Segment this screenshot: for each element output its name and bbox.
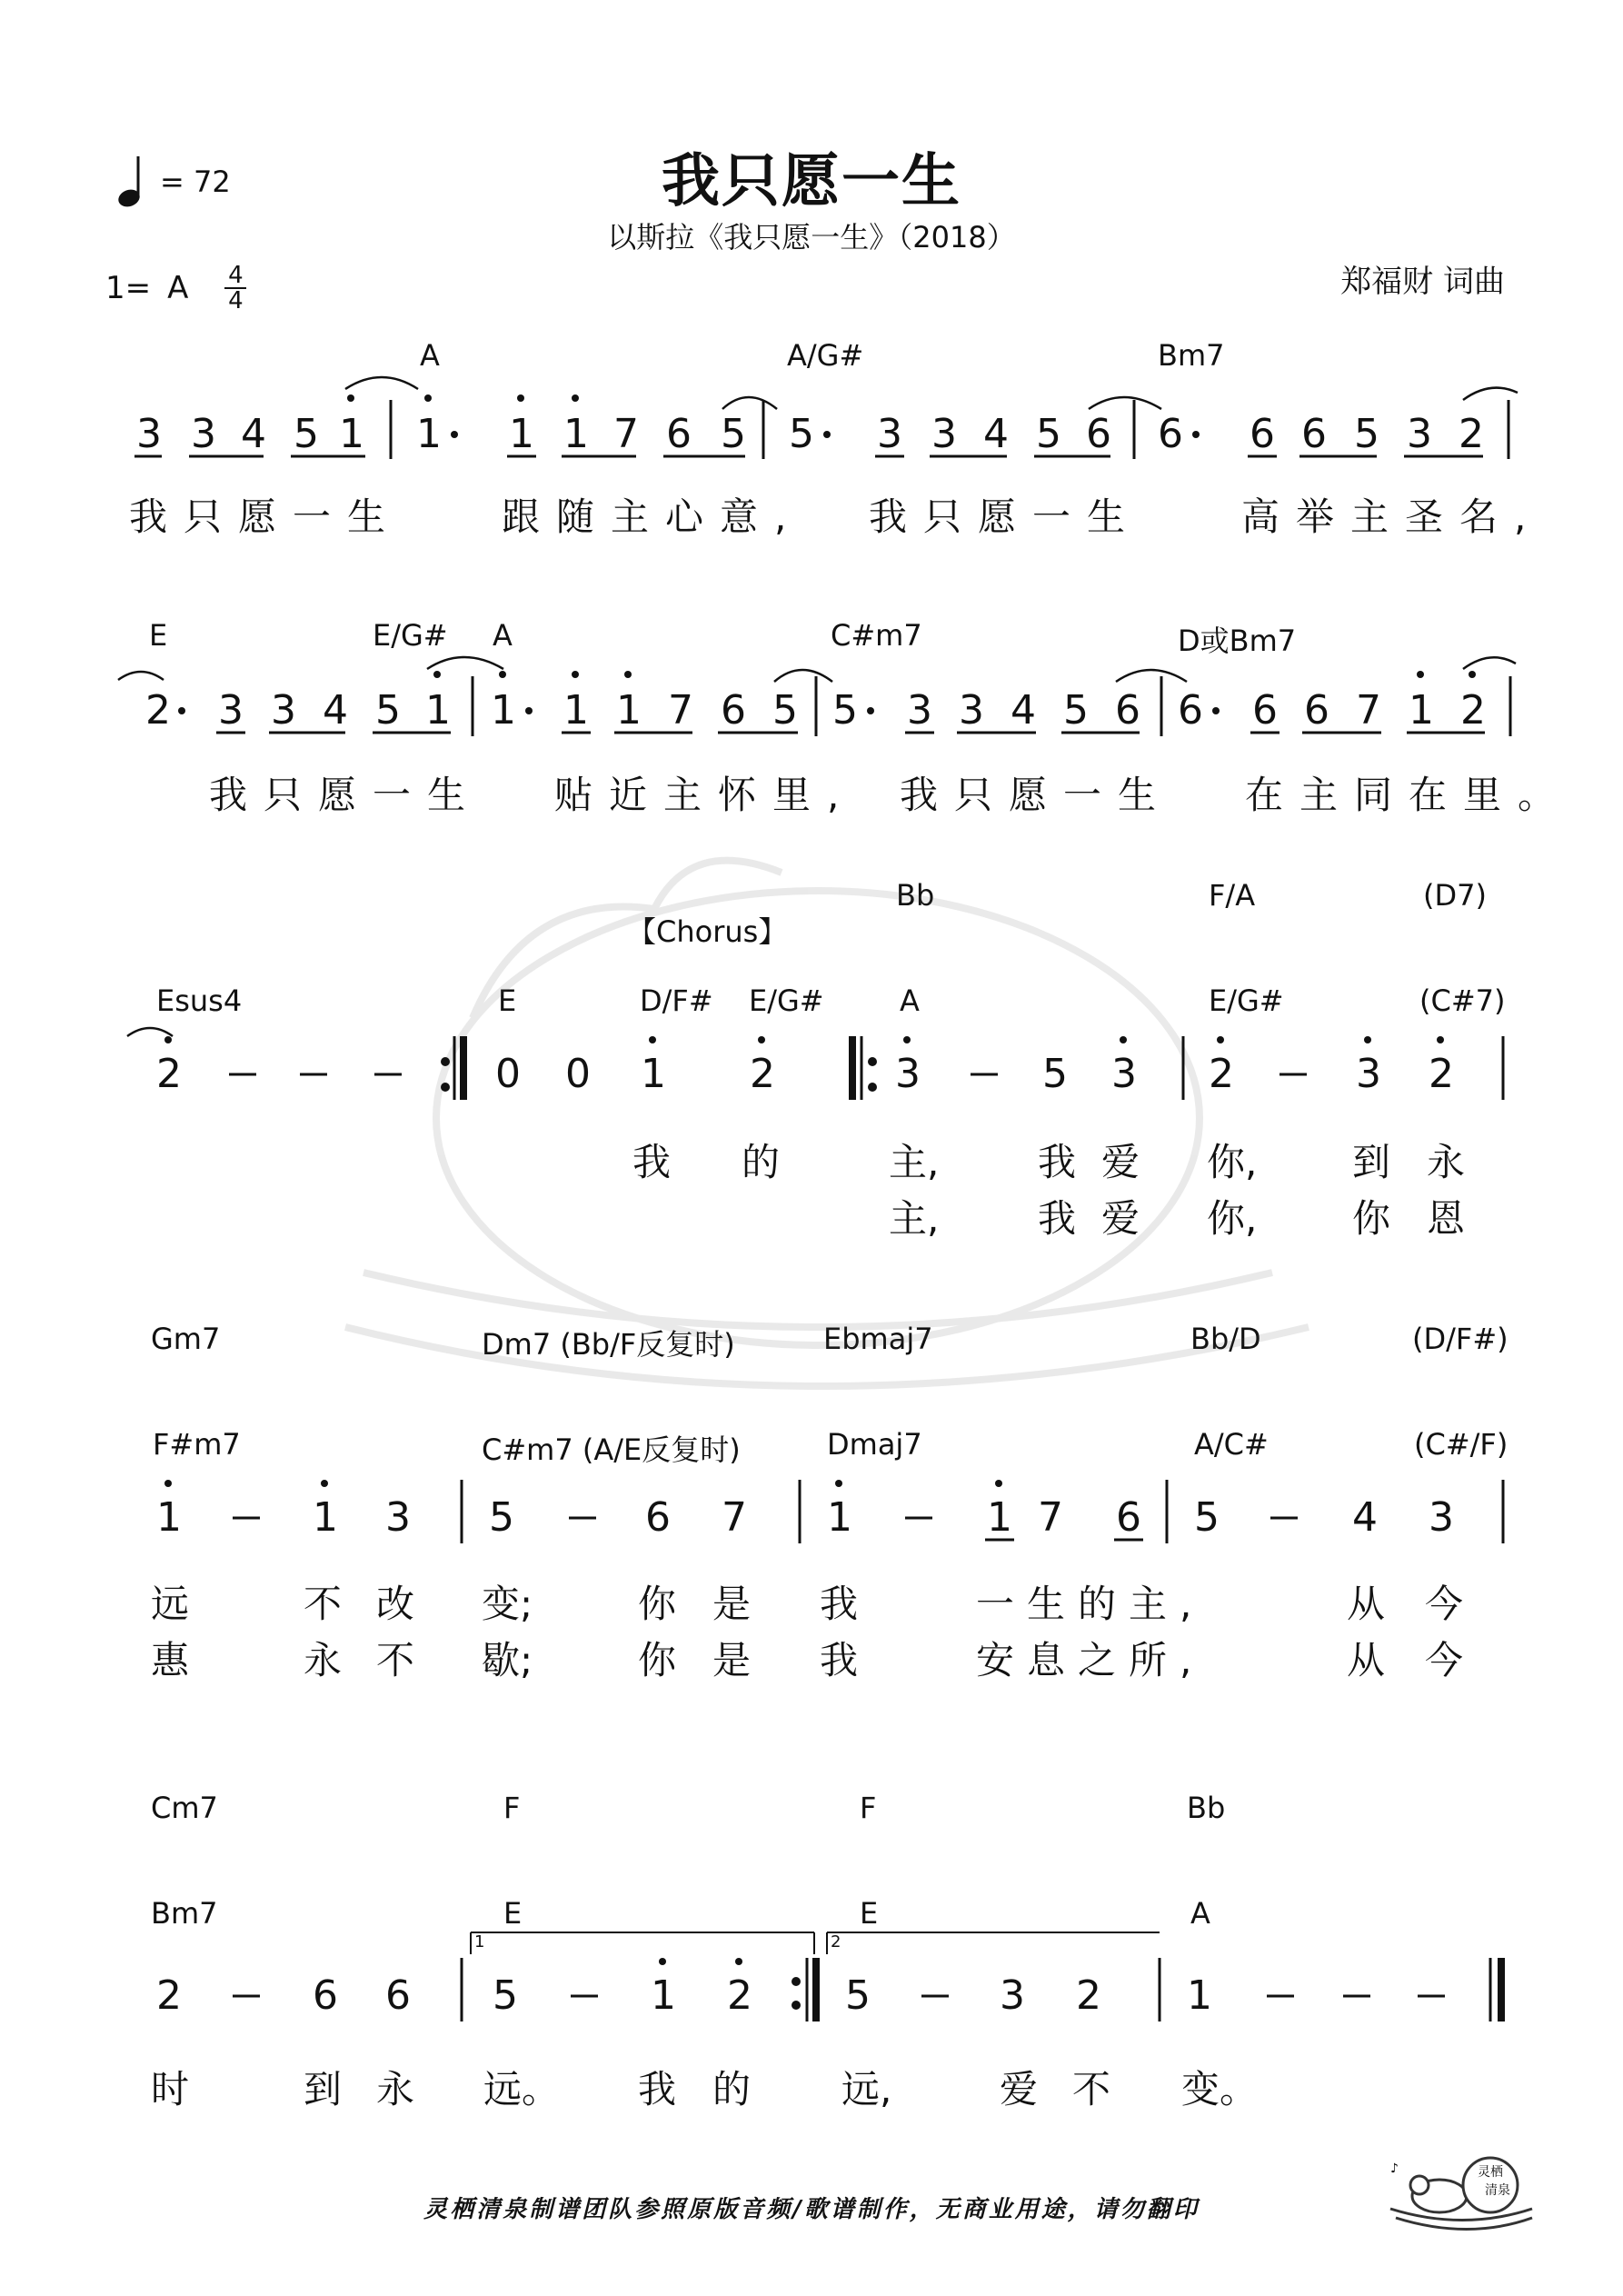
svg-text:2: 2 bbox=[1209, 1051, 1234, 1097]
svg-text:2: 2 bbox=[156, 1051, 182, 1097]
chord: (C#/F) bbox=[1414, 1427, 1508, 1462]
svg-text:2: 2 bbox=[1460, 687, 1486, 734]
svg-text:7: 7 bbox=[1038, 1494, 1063, 1541]
lyric-phrase: 我只愿一生 bbox=[900, 773, 1173, 817]
time-bottom: 4 bbox=[228, 287, 244, 314]
svg-text:1: 1 bbox=[339, 411, 364, 457]
svg-text:1: 1 bbox=[987, 1494, 1012, 1541]
svg-text:6: 6 bbox=[1252, 687, 1278, 734]
svg-text:4: 4 bbox=[241, 411, 266, 457]
svg-text:1: 1 bbox=[491, 687, 516, 734]
chord: Gm7 bbox=[151, 1322, 221, 1356]
line1-notes bbox=[134, 377, 1518, 459]
svg-text:6: 6 bbox=[1116, 1494, 1141, 1541]
chord: Bm7 bbox=[151, 1896, 218, 1931]
lyric-word: 你 bbox=[638, 1582, 677, 1626]
lyric-phrase: 安息之所, bbox=[976, 1638, 1205, 1682]
svg-text:6: 6 bbox=[313, 1972, 338, 2019]
svg-text:3: 3 bbox=[385, 1494, 411, 1541]
lyric-word: 我 bbox=[638, 2067, 677, 2111]
watermark-sheep-icon bbox=[345, 861, 1309, 1386]
svg-text:5: 5 bbox=[294, 411, 319, 457]
svg-text:6: 6 bbox=[1304, 687, 1329, 734]
svg-text:5: 5 bbox=[1042, 1051, 1068, 1097]
svg-text:1: 1 bbox=[827, 1494, 852, 1541]
svg-text:5: 5 bbox=[721, 411, 746, 457]
chord: E bbox=[860, 1896, 879, 1931]
lyric-word: 我 bbox=[820, 1638, 859, 1682]
svg-text:5: 5 bbox=[772, 687, 798, 734]
svg-text:4: 4 bbox=[323, 687, 348, 734]
svg-text:2: 2 bbox=[1459, 411, 1484, 457]
chord: E/G# bbox=[373, 618, 448, 653]
lyric-word: 你 bbox=[1352, 1196, 1391, 1241]
lyric-word: 你, bbox=[1207, 1140, 1258, 1184]
lyric-word: 远 bbox=[151, 1582, 190, 1626]
svg-text:1: 1 bbox=[1409, 687, 1434, 734]
svg-text:6: 6 bbox=[645, 1494, 671, 1541]
chord: Dm7 (Bb/F反复时) bbox=[482, 1327, 735, 1362]
lyric-word: 不 bbox=[376, 1638, 415, 1682]
chord: A bbox=[420, 338, 440, 373]
chord: A bbox=[1190, 1896, 1210, 1931]
lyric-word: 永 bbox=[376, 2067, 415, 2111]
svg-text:0: 0 bbox=[495, 1051, 521, 1097]
svg-text:1: 1 bbox=[641, 1051, 666, 1097]
lyric-phrase: 贴近主怀里, bbox=[554, 773, 856, 817]
lyric-phrase: 跟随主心意, bbox=[502, 494, 803, 539]
svg-text:5: 5 bbox=[832, 687, 858, 734]
svg-text:3: 3 bbox=[1356, 1051, 1381, 1097]
chord: Bb/D bbox=[1190, 1322, 1261, 1356]
lyric-word: 的 bbox=[742, 1140, 781, 1184]
lyric-word: 我 bbox=[820, 1582, 859, 1626]
svg-text:5: 5 bbox=[1063, 687, 1089, 734]
lyric-word: 爱 bbox=[1101, 1196, 1140, 1241]
svg-text:3: 3 bbox=[271, 687, 296, 734]
chord: A bbox=[900, 983, 920, 1018]
chord: D或Bm7 bbox=[1178, 624, 1297, 658]
svg-text:6: 6 bbox=[721, 687, 746, 734]
svg-text:1: 1 bbox=[1187, 1972, 1212, 2019]
svg-text:1: 1 bbox=[416, 411, 442, 457]
chord: Ebmaj7 bbox=[823, 1322, 933, 1356]
svg-text:1: 1 bbox=[156, 1494, 182, 1541]
ending-number: 2 bbox=[831, 1932, 841, 1952]
svg-text:3: 3 bbox=[907, 687, 932, 734]
svg-text:♪: ♪ bbox=[1390, 2161, 1399, 2176]
svg-text:1: 1 bbox=[313, 1494, 338, 1541]
ending-number: 1 bbox=[474, 1932, 485, 1952]
svg-text:5: 5 bbox=[789, 411, 814, 457]
footer-note: 灵栖清泉制谱团队参照原版音频/歌谱制作，无商业用途，请勿翻印 bbox=[423, 2196, 1200, 2223]
chord: F/A bbox=[1209, 878, 1256, 913]
lyric-word: 主, bbox=[889, 1140, 940, 1184]
svg-text:5: 5 bbox=[489, 1494, 514, 1541]
svg-text:2: 2 bbox=[750, 1051, 775, 1097]
svg-text:0: 0 bbox=[565, 1051, 591, 1097]
chord: F bbox=[503, 1791, 521, 1825]
lyric-word: 爱 bbox=[1000, 2067, 1039, 2111]
chord: E bbox=[503, 1896, 523, 1931]
svg-text:6: 6 bbox=[1158, 411, 1183, 457]
svg-text:1: 1 bbox=[509, 411, 534, 457]
svg-text:3: 3 bbox=[1407, 411, 1432, 457]
svg-text:5: 5 bbox=[845, 1972, 871, 2019]
lyric-word: 我 bbox=[632, 1140, 672, 1184]
lyric-word: 永 bbox=[304, 1638, 343, 1682]
svg-text:6: 6 bbox=[1115, 687, 1140, 734]
chord: (D/F#) bbox=[1412, 1322, 1508, 1356]
lyric-word: 不 bbox=[304, 1582, 343, 1626]
lyric-word: 永 bbox=[1427, 1140, 1466, 1184]
lyric-word: 是 bbox=[712, 1638, 752, 1682]
svg-text:5: 5 bbox=[1354, 411, 1379, 457]
svg-text:6: 6 bbox=[666, 411, 692, 457]
svg-text:6: 6 bbox=[385, 1972, 411, 2019]
time-top: 4 bbox=[228, 262, 244, 289]
key-name: A bbox=[167, 270, 189, 306]
svg-text:4: 4 bbox=[983, 411, 1009, 457]
lyric-word: 到 bbox=[304, 2067, 343, 2111]
svg-text:3: 3 bbox=[931, 411, 957, 457]
lyric-phrase: 我只愿一生 bbox=[129, 494, 403, 539]
chord: Cm7 bbox=[151, 1791, 218, 1825]
lyric-word: 从 bbox=[1347, 1582, 1386, 1626]
chord: F#m7 bbox=[153, 1427, 241, 1462]
chord: E/G# bbox=[749, 983, 824, 1018]
lyric-word: 变。 bbox=[1181, 2067, 1259, 2111]
lyric-phrase: 我只愿一生 bbox=[869, 494, 1142, 539]
chord: E bbox=[149, 618, 168, 653]
svg-text:3: 3 bbox=[959, 687, 984, 734]
chord: A/C# bbox=[1194, 1427, 1269, 1462]
lyric-word: 远。 bbox=[483, 2067, 561, 2111]
lyric-word: 不 bbox=[1072, 2067, 1111, 2111]
chord: (C#7) bbox=[1419, 983, 1506, 1018]
chord: C#m7 (A/E反复时) bbox=[482, 1433, 741, 1467]
subtitle: 以斯拉《我只愿一生》（2018） bbox=[607, 220, 1016, 255]
svg-text:7: 7 bbox=[722, 1494, 747, 1541]
chord: Bm7 bbox=[1158, 338, 1225, 373]
logo-text: 灵栖 bbox=[1478, 2165, 1503, 2180]
chord: C#m7 bbox=[831, 618, 922, 653]
chord: A bbox=[493, 618, 513, 653]
svg-text:1: 1 bbox=[425, 687, 451, 734]
lyric-word: 你 bbox=[638, 1638, 677, 1682]
svg-text:7: 7 bbox=[613, 411, 639, 457]
lyric-word: 我 bbox=[1038, 1140, 1077, 1184]
lyric-phrase: 我只愿一生 bbox=[209, 773, 483, 817]
svg-text:6: 6 bbox=[1086, 411, 1111, 457]
svg-text:2: 2 bbox=[1076, 1972, 1101, 2019]
line3-notes bbox=[127, 1028, 1503, 1100]
chord: E bbox=[498, 983, 517, 1018]
chord: Bb bbox=[1187, 1791, 1226, 1825]
line2-notes bbox=[118, 657, 1516, 736]
lyric-word: 你, bbox=[1207, 1196, 1258, 1241]
svg-text:3: 3 bbox=[1429, 1494, 1454, 1541]
svg-text:3: 3 bbox=[218, 687, 244, 734]
composer-credit: 郑福财 词曲 bbox=[1340, 264, 1505, 300]
lyric-phrase: 高举主圣名, bbox=[1241, 494, 1543, 539]
lyric-word: 到 bbox=[1352, 1140, 1391, 1184]
logo-text: 清泉 bbox=[1485, 2183, 1510, 2198]
page-title: 我只愿一生 bbox=[662, 148, 961, 215]
lyric-word: 改 bbox=[376, 1582, 415, 1626]
svg-text:5: 5 bbox=[375, 687, 401, 734]
lyric-word: 今 bbox=[1425, 1638, 1464, 1682]
lyric-word: 爱 bbox=[1101, 1140, 1140, 1184]
lyric-word: 我 bbox=[1038, 1196, 1077, 1241]
lyric-word: 从 bbox=[1347, 1638, 1386, 1682]
svg-text:5: 5 bbox=[1194, 1494, 1220, 1541]
lyric-word: 歇; bbox=[482, 1638, 533, 1682]
chord: Bb bbox=[896, 878, 935, 913]
chord: Dmaj7 bbox=[827, 1427, 922, 1462]
svg-text:3: 3 bbox=[136, 411, 162, 457]
svg-text:1: 1 bbox=[616, 687, 642, 734]
svg-text:6: 6 bbox=[1178, 687, 1203, 734]
chord: E/G# bbox=[1209, 983, 1284, 1018]
chord: Esus4 bbox=[156, 983, 243, 1018]
svg-text:4: 4 bbox=[1011, 687, 1036, 734]
lyric-word: 是 bbox=[712, 1582, 752, 1626]
svg-text:1: 1 bbox=[651, 1972, 676, 2019]
line5-notes bbox=[156, 1932, 1501, 2021]
lyric-word: 今 bbox=[1425, 1582, 1464, 1626]
lyric-word: 变; bbox=[482, 1582, 533, 1626]
lyric-word: 远, bbox=[841, 2067, 892, 2111]
lyric-word: 主, bbox=[889, 1196, 940, 1241]
lyric-word: 惠 bbox=[151, 1638, 190, 1682]
svg-text:7: 7 bbox=[668, 687, 693, 734]
lyric-word: 时 bbox=[151, 2067, 190, 2111]
chorus-label: 【Chorus】 bbox=[627, 914, 788, 949]
key-label: 1= bbox=[105, 270, 152, 306]
svg-text:2: 2 bbox=[145, 687, 171, 734]
lyric-word: 的 bbox=[712, 2067, 752, 2111]
svg-text:7: 7 bbox=[1356, 687, 1381, 734]
svg-text:2: 2 bbox=[1429, 1051, 1454, 1097]
svg-text:3: 3 bbox=[191, 411, 216, 457]
svg-text:3: 3 bbox=[1111, 1051, 1137, 1097]
svg-text:2: 2 bbox=[727, 1972, 752, 2019]
line4-notes bbox=[156, 1480, 1503, 1543]
svg-text:4: 4 bbox=[1352, 1494, 1378, 1541]
chord: D/F# bbox=[640, 983, 713, 1018]
svg-text:3: 3 bbox=[1000, 1972, 1025, 2019]
svg-text:3: 3 bbox=[895, 1051, 921, 1097]
chord: F bbox=[860, 1791, 877, 1825]
lyric-phrase: 在主同在里。 bbox=[1245, 773, 1573, 817]
svg-text:1: 1 bbox=[563, 411, 589, 457]
svg-text:6: 6 bbox=[1250, 411, 1275, 457]
svg-text:3: 3 bbox=[877, 411, 902, 457]
chord: (D7) bbox=[1423, 878, 1487, 913]
svg-text:1: 1 bbox=[563, 687, 589, 734]
lyric-phrase: 一生的主, bbox=[976, 1582, 1205, 1626]
svg-text:5: 5 bbox=[493, 1972, 518, 2019]
svg-text:2: 2 bbox=[156, 1972, 182, 2019]
tempo-value: = 72 bbox=[160, 165, 231, 199]
lyric-word: 恩 bbox=[1427, 1196, 1466, 1241]
svg-text:5: 5 bbox=[1036, 411, 1061, 457]
chord: A/G# bbox=[787, 338, 864, 373]
sheep-logo-icon bbox=[1383, 2145, 1538, 2236]
svg-text:6: 6 bbox=[1301, 411, 1327, 457]
